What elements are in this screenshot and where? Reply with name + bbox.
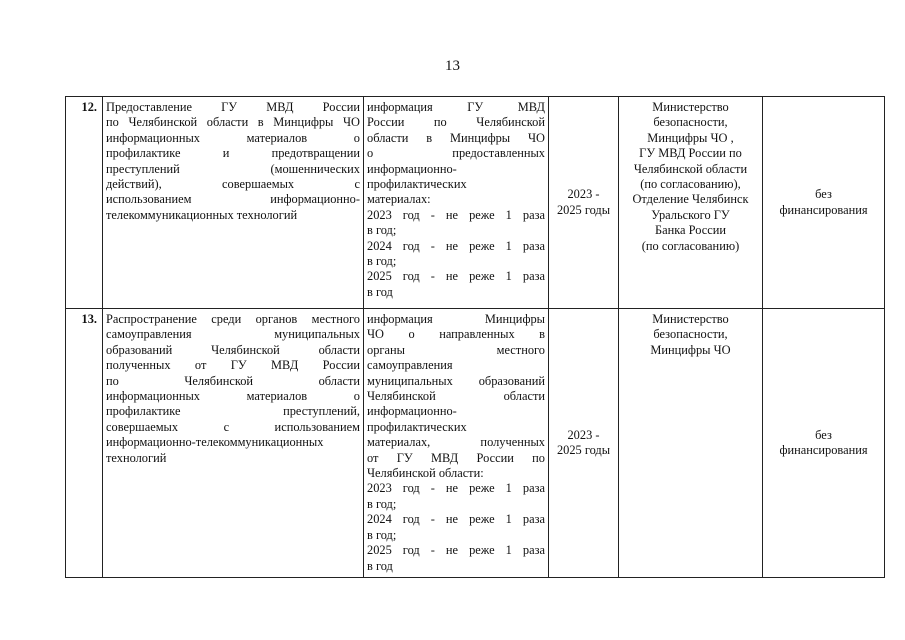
executor-cell-line: (по согласованию): [641, 238, 740, 253]
result-cell-line: профилактических: [367, 177, 467, 192]
event-cell-line: совершаемых с использованием: [106, 419, 360, 434]
result-cell-line: в год: [367, 284, 393, 299]
term-cell-line: 2023 -: [567, 427, 600, 442]
result-cell: [364, 309, 549, 578]
row-number: 13.: [66, 309, 103, 578]
event-cell-line: по Челябинской области в Минцифры ЧО: [106, 115, 360, 130]
executor-cell-line: ГУ МВД России по: [639, 146, 742, 161]
executor-cell-line: Минцифры ЧО ,: [647, 130, 734, 145]
result-cell-line: в год;: [367, 223, 397, 238]
event-cell-line: самоуправления муниципальных: [106, 327, 360, 342]
result-cell-line: 2025 год - не реже 1 раза: [367, 269, 545, 284]
result-cell-line: материалах, полученных: [367, 435, 545, 450]
result-cell-line: Челябинской области:: [367, 466, 484, 481]
result-cell-line: 2023 год - не реже 1 раза: [367, 207, 545, 222]
measures-table: [65, 96, 885, 578]
event-cell-line: использованием информационно-: [106, 192, 360, 207]
event-cell: [103, 97, 364, 309]
event-cell-line: Распространение среди органов местного: [106, 312, 360, 326]
financing-cell-line: без: [815, 427, 832, 442]
result-cell-line: информационно-: [367, 161, 457, 176]
executor-cell-line: (по согласованию),: [640, 177, 741, 192]
table-row: [66, 309, 885, 578]
event-cell: [103, 309, 364, 578]
result-cell-line: материалах:: [367, 192, 431, 207]
result-cell-line: 2024 год - не реже 1 раза: [367, 238, 545, 253]
result-cell: [364, 97, 549, 309]
term-cell-line: 2025 годы: [556, 202, 611, 217]
event-cell-line: профилактике и предотвращении: [106, 146, 360, 161]
result-cell-line: от ГУ МВД России по: [367, 450, 545, 465]
result-cell-line: 2023 год - не реже 1 раза: [367, 481, 545, 496]
financing-cell-line: финансирования: [779, 442, 868, 457]
result-cell-line: области в Минцифры ЧО: [367, 130, 545, 145]
executor-cell-line: Челябинской области: [633, 161, 748, 176]
event-cell-line: информационно-телекоммуникационных: [106, 435, 324, 450]
result-cell-line: о предоставленных: [367, 146, 545, 161]
result-cell-line: в год: [367, 558, 393, 573]
executor-cell-line: безопасности,: [653, 115, 728, 130]
executor-cell-line: безопасности,: [653, 327, 728, 342]
result-cell-line: информация Минцифры: [367, 312, 545, 326]
result-cell-line: Челябинской области: [367, 389, 545, 404]
result-cell-line: информационно-: [367, 404, 457, 419]
result-cell-line: информация ГУ МВД: [367, 100, 545, 114]
event-cell-line: полученных от ГУ МВД России: [106, 358, 360, 373]
executor-cell-line: Минцифры ЧО: [650, 342, 731, 357]
financing-cell: [763, 97, 885, 309]
result-cell-line: 2025 год - не реже 1 раза: [367, 543, 545, 558]
executor-cell-line: Отделение Челябинск: [632, 192, 749, 207]
executor-cell: [619, 97, 763, 309]
term-cell-line: 2023 -: [567, 187, 600, 202]
event-cell-line: действий), совершаемых с: [106, 177, 360, 192]
event-cell-line: технологий: [106, 450, 167, 465]
event-cell-line: телекоммуникационных технологий: [106, 207, 298, 222]
event-cell-line: преступлений (мошеннических: [106, 161, 360, 176]
financing-cell: [763, 309, 885, 578]
term-cell: [549, 309, 619, 578]
term-cell: [549, 97, 619, 309]
financing-cell-line: без: [815, 187, 832, 202]
result-cell-line: России по Челябинской: [367, 115, 545, 130]
result-cell-line: в год;: [367, 254, 397, 269]
result-cell-line: самоуправления: [367, 358, 453, 373]
event-cell-line: по Челябинской области: [106, 373, 360, 388]
result-cell-line: в год;: [367, 496, 397, 511]
row-number: 12.: [66, 97, 103, 309]
term-cell-line: 2025 годы: [556, 442, 611, 457]
executor-cell: [619, 309, 763, 578]
executor-cell-line: Уральского ГУ: [651, 207, 730, 222]
table-row: [66, 97, 885, 309]
result-cell-line: ЧО о направленных в: [367, 327, 545, 342]
executor-cell-line: Министерство: [652, 100, 729, 114]
result-cell-line: муниципальных образований: [367, 373, 545, 388]
event-cell-line: профилактике преступлений,: [106, 404, 360, 419]
result-cell-line: профилактических: [367, 419, 467, 434]
financing-cell-line: финансирования: [779, 202, 868, 217]
page-number: 13: [445, 58, 460, 74]
table-body: [66, 97, 885, 578]
result-cell-line: в год;: [367, 527, 397, 542]
result-cell-line: 2024 год - не реже 1 раза: [367, 512, 545, 527]
event-cell-line: образований Челябинской области: [106, 342, 360, 357]
result-cell-line: органы местного: [367, 342, 545, 357]
event-cell-line: Предоставление ГУ МВД России: [106, 100, 360, 114]
event-cell-line: информационных материалов о: [106, 130, 360, 145]
executor-cell-line: Банка России: [654, 223, 727, 238]
event-cell-line: информационных материалов о: [106, 389, 360, 404]
executor-cell-line: Министерство: [652, 312, 729, 326]
